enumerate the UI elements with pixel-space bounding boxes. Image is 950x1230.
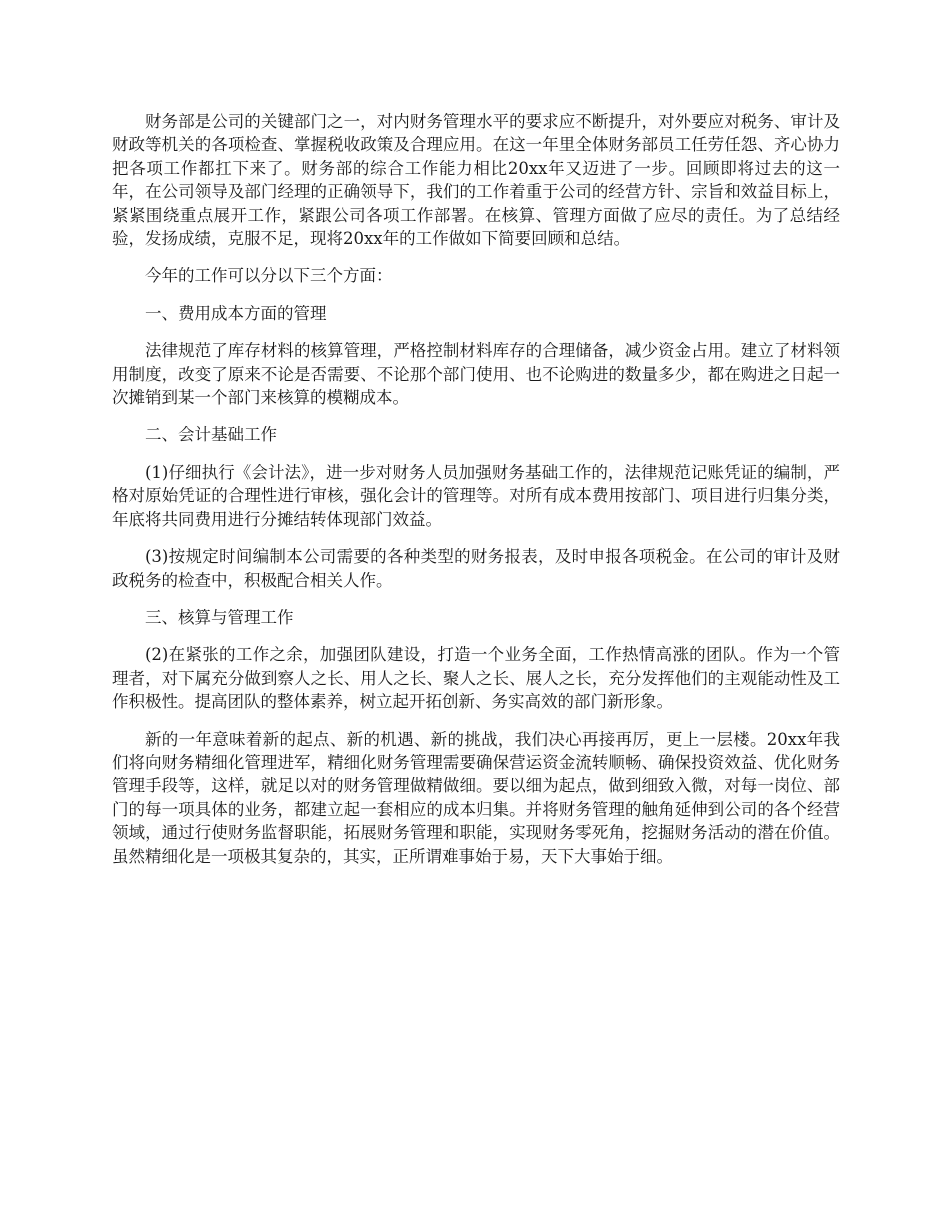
intro-paragraph: 财务部是公司的关键部门之一，对内财务管理水平的要求应不断提升，对外要应对税务、审计及财政等机关的各项检查、掌握税收政策及合理应用。在这一年里全体财务部员工任劳任怨、齐心协力把各项工作都扛下来了。财务部的综合工作能力相比20xx年又迈进了一步。回顾即将过去的这一年，在公司领导及部门经理的正确领导下，我们的工作着重于公司的经营方针、宗旨和效益目标上，紧紧围绕重点展开工作，紧跟公司各项工作部署。在核算、管理方面做了应尽的责任。为了总结经验，发扬成绩，克服不足，现将20xx年的工作做如下简要回顾和总结。 — [112, 112, 840, 249]
management-paragraph-2: (2)在紧张的工作之余，加强团队建设，打造一个业务全面，工作热情高涨的团队。作为一个管理者，对下属充分做到察人之长、用人之长、聚人之长、展人之长，充分发挥他们的主观能动性及工作积极性。提高团队的整体素养，树立起开拓创新、务实高效的部门新形象。 — [112, 645, 840, 712]
accounting-paragraph-3: (3)按规定时间编制本公司需要的各种类型的财务报表，及时申报各项税金。在公司的审计及财政税务的检查中，积极配合相关人作。 — [112, 547, 840, 590]
section-heading-management: 三、核算与管理工作 — [145, 607, 294, 627]
document-page — [112, 110, 840, 882]
accounting-paragraph-1: (1)仔细执行《会计法》，进一步对财务人员加强财务基础工作的，法律规范记账凭证的编制，严格对原始凭证的合理性进行审核，强化会计的管理等。对所有成本费用按部门、项目进行归集分类，年底将共同费用进行分摊结转体现部门效益。 — [112, 462, 840, 529]
section-heading-cost: 一、费用成本方面的管理 — [145, 303, 327, 323]
cost-paragraph: 法律规范了库存材料的核算管理，严格控制材料库存的合理储备，减少资金占用。建立了材料领用制度，改变了原来不论是否需要、不论那个部门使用、也不论购进的数量多少，都在购进之日起一次摊销到某一个部门来核算的模糊成本。 — [112, 341, 840, 408]
section-heading-accounting: 二、会计基础工作 — [145, 425, 277, 445]
outlook-paragraph: 新的一年意味着新的起点、新的机遇、新的挑战，我们决心再接再厉，更上一层楼。20xx年我们将向财务精细化管理进军，精细化财务管理需要确保营运资金流转顺畅、确保投资效益、优化财务管理手段等，这样，就足以对的财务管理做精做细。要以细为起点，做到细致入微，对每一岗位、部门的每一项具体的业务，都建立起一套相应的成本归集。并将财务管理的触角延伸到公司的各个经营领域，通过行使财务监督职能，拓展财务管理和职能，实现财务零死角，挖掘财务活动的潜在价值。虽然精细化是一项极其复杂的，其实，正所谓难事始于易，天下大事始于细。 — [112, 729, 840, 866]
overview-line: 今年的工作可以分以下三个方面： — [145, 266, 393, 286]
